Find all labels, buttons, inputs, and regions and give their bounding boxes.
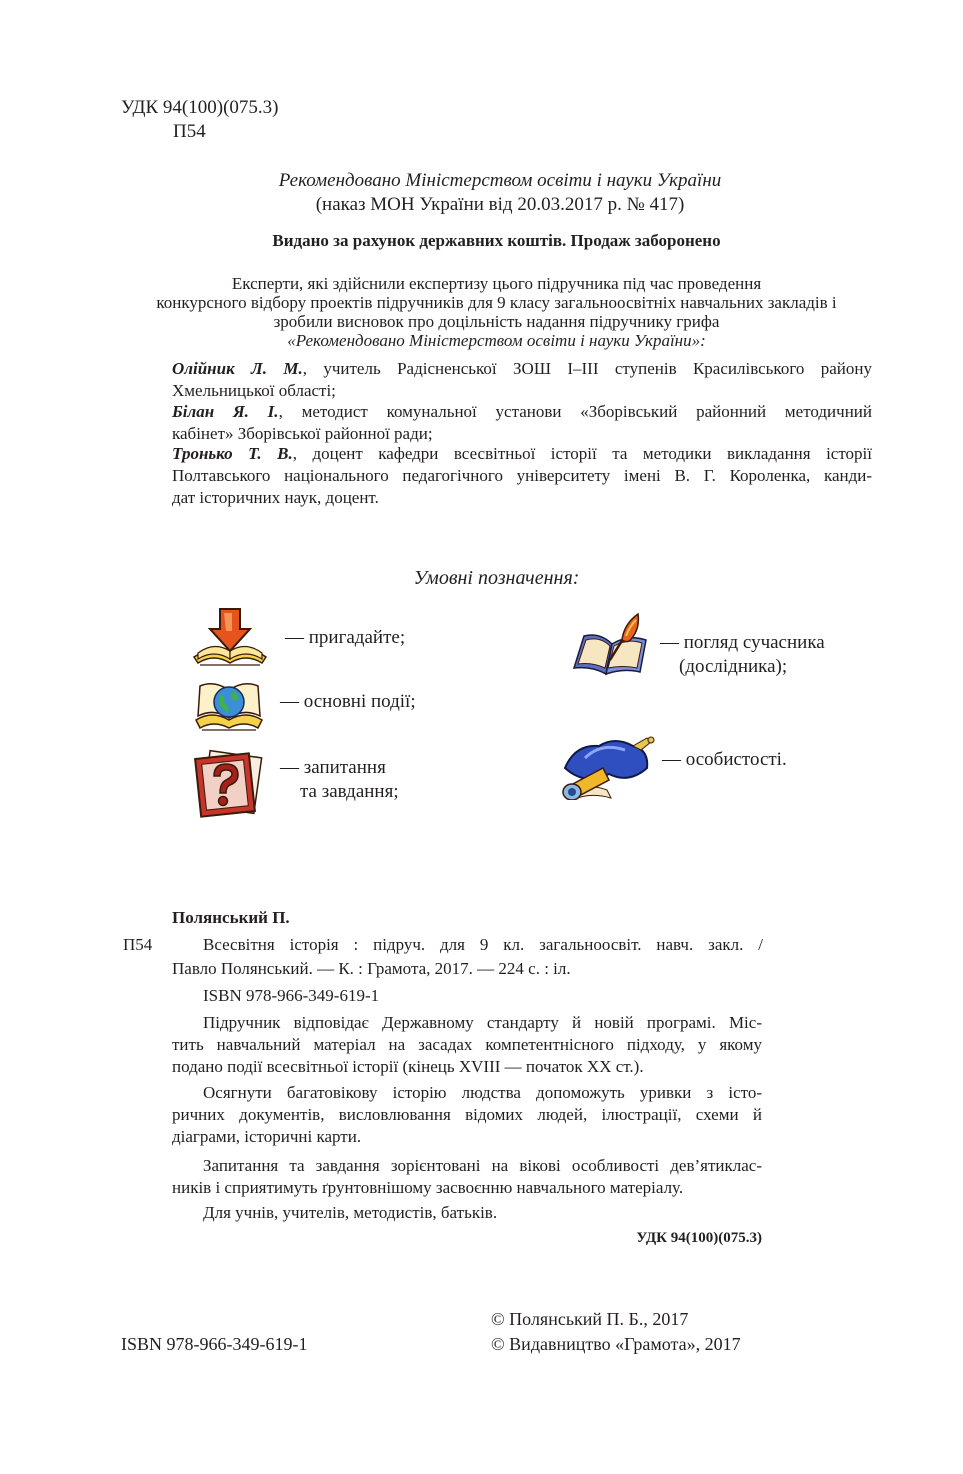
funding-notice: Видано за рахунок державних коштів. Продаж заборонено (272, 231, 721, 250)
experts-intro-line-1: Експерти, які здійснили експертизу цього підручника під час проведення (231, 274, 762, 293)
order-line: (наказ МОН України від 20.03.2017 р. № 417) (315, 194, 685, 215)
annotation-paragraph: Запитання та завдання зорієнтовані на вікові особливості дев’ятиклас- ників і сприятимуть ґрунтовнішому засвоєнню навчального матеріалу. (172, 1156, 762, 1197)
catalog-author: Полянський П. (172, 908, 290, 927)
recommendation-line: Рекомендовано Міністерством освіти і науки України (278, 170, 722, 191)
legend-title: Умовні позначення: (413, 567, 580, 589)
expert-3: Тронько Т. В., доцент кафедри всесвітньої історії та методики викладання історії Полтавського національного педагогічного університету імені В. Г. Короленка, канди- дат історичних наук, доцент. (172, 444, 872, 507)
catalog-description-2: Павло Полянський. — К. : Грамота, 2017. — 224 с. : іл. (172, 959, 571, 978)
legend-item-remember: — пригадайте; (285, 627, 406, 648)
legend-item-contemporary-2: (дослідника); (679, 656, 788, 677)
catalog-code-header: П54 (173, 121, 206, 142)
hat-telescope-icon (555, 728, 659, 800)
catalog-isbn: ISBN 978-966-349-619-1 (203, 986, 380, 1005)
expert-name: Білан Я. І. (172, 402, 279, 421)
question-mark-icon (192, 746, 266, 820)
experts-intro-line-4: «Рекомендовано Міністерством освіти і науки України»: (287, 331, 706, 350)
book-arrow-icon (190, 605, 270, 669)
annotation-paragraph: Осягнути багатовікову історію людства допоможуть уривки з істо- ричних документів, висловлювання відомих людей, ілюстрації, схеми й діаграми, історичні карти. (172, 1083, 762, 1146)
copyright-author: © Полянський П. Б., 2017 (491, 1309, 689, 1329)
legend-item-contemporary: — погляд сучасника (660, 632, 825, 653)
expert-1: Олійник Л. М., учитель Радісненської ЗОШ І–ІІІ ступенів Красилівського району Хмельницької області; (172, 359, 872, 400)
legend-item-questions-2: та завдання; (300, 781, 399, 802)
footer-isbn: ISBN 978-966-349-619-1 (121, 1334, 308, 1354)
catalog-code: П54 (123, 935, 153, 954)
book-quill-icon (570, 610, 654, 678)
experts-intro-line-3: зробили висновок про доцільність надання підручнику грифа (273, 312, 720, 331)
annotation-paragraph: Для учнів, учителів, методистів, батьків. (203, 1203, 498, 1222)
copyright-publisher: © Видавництво «Грамота», 2017 (491, 1334, 741, 1354)
expert-name: Тронько Т. В. (172, 444, 293, 463)
expert-2: Білан Я. І., методист комунальної установи «Зборівський районний методичний кабінет» Зборівської районної ради; (172, 402, 872, 443)
legend-item-questions: — запитання (280, 757, 386, 778)
legend-item-personalities: — особистості. (662, 749, 787, 770)
catalog-description: Всесвітня історія : підруч. для 9 кл. загальноосвіт. навч. закл. / (203, 935, 763, 954)
legend-item-events: — основні події; (280, 691, 416, 712)
expert-name: Олійник Л. М. (172, 359, 303, 378)
book-globe-icon (192, 676, 266, 736)
experts-intro-line-2: конкурсного відбору проектів підручників для 9 класу загальноосвітніх навчальних закладів і (156, 293, 837, 312)
annotation-paragraph: Підручник відповідає Державному стандарту й новій програмі. Міс- тить навчальний матеріал на засадах компетентнісного підходу, у якому подано події всесвітньої історії (кінець XVIII — початок XX ст.). (172, 1013, 762, 1076)
catalog-udk: УДК 94(100)(075.3) (636, 1230, 762, 1246)
udk-header: УДК 94(100)(075.3) (121, 97, 279, 118)
